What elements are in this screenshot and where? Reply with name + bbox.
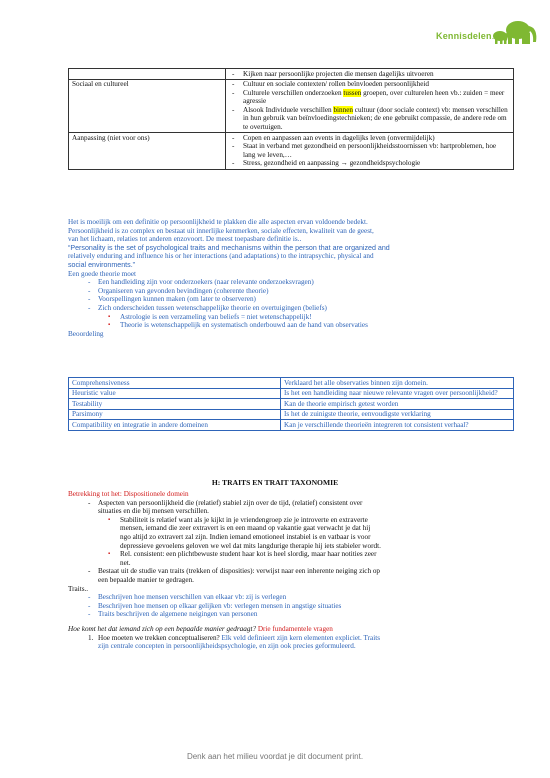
traits-section — [68, 490, 514, 651]
paragraph: mensen, iemand die zeer extravert is en een maand op vakantie gaat verwacht je dat hij — [120, 524, 371, 533]
table-cell: Verklaard het alle observaties binnen zijn domein. — [281, 378, 514, 389]
quote: social environments.” — [68, 260, 136, 269]
list-item: - Culturele verschillen onderzoeken tussen groepen, over culturelen heen vb.: zuiden = meer agressie — [229, 89, 510, 106]
section-heading: H: TRAITS EN TRAIT TAXONOMIE — [211, 478, 339, 487]
paragraph: Traits.. — [68, 584, 89, 593]
table-cell: Comprehensiveness — [69, 378, 281, 389]
table-row — [69, 388, 514, 399]
quote: “Personality is the set of psychological traits and mechanisms within the person that are organized and — [68, 243, 390, 252]
paragraph: Betrekking tot het: Dispositionele domein — [68, 490, 189, 498]
table-cell: Kan de theorie empirisch getest worden — [281, 399, 514, 410]
list-item: ▪ Rel. consistent: een plichtbewuste student haar kot is heel slordig, maar haar notities zeer — [68, 550, 514, 559]
list-item: - Staat in verband met gezondheid en persoonlijkheidsstoornissen vb: hartproblemen, hoe lang we leven,… — [229, 142, 510, 159]
paragraph: Beoordeling — [68, 329, 104, 338]
list-item: - Voorspellingen kunnen maken (om later te observeren) — [68, 295, 514, 304]
list-item: - Traits beschrijven de algemene neigingen van personen — [68, 610, 514, 619]
list-item: - Cultuur en sociale contexten/ rollen beïnvloeden persoonlijkheid — [229, 80, 510, 89]
highlight: tussen — [343, 88, 362, 97]
logo-wordmark: Kennisdelen.org — [436, 31, 509, 41]
list-item: - Een handleiding zijn voor onderzoekers (naar relevante onderzoeksvragen) — [68, 278, 514, 287]
list-item: - Kijken naar persoonlijke projecten die mensen dagelijks uitvoeren — [229, 70, 510, 79]
table-cell: Parsimony — [69, 409, 281, 420]
paragraph: situaties en die bij mensen verschillen. — [98, 507, 209, 516]
table-cell — [226, 79, 514, 133]
paragraph: Hoe komt het dat iemand zich op een bepaalde manier gedraagt? Drie fundamentele vragen — [68, 624, 333, 633]
footer-note: Denk aan het milieu voordat je dit document print. — [186, 752, 364, 761]
table-row — [69, 69, 514, 80]
table-row — [69, 79, 514, 133]
list-item: - Alsook Individuele verschillen binnen cultuur (door sociale context) vb: mensen verschillen in hun gebruik van beïnvloedingstechnieken; de ene gebruikt compassie, de andere rede om te overtuigen. — [229, 106, 510, 132]
table-cell: Kan je verschillende theorieën integreren tot consistent verhaal? — [281, 420, 514, 431]
numbered-item: 1. Hoe moeten we trekken conceptualiseren? Elk veld definieert zijn kern elementen expliciet. Traits — [88, 633, 381, 642]
paragraph: depressieve gevoelens geloven we wel dat mits langdurige therapie hij iets stabieler wordt. — [120, 541, 381, 550]
list-item: - Beschrijven hoe mensen op elkaar gelijken vb: verlegen mensen in angstige situaties — [68, 602, 514, 611]
list-item: - Bestaat uit de studie van traits (trekken of disposities): verwijst naar een inherente neiging zich op — [68, 567, 514, 576]
table-cell — [226, 133, 514, 169]
table-cell: Is het de zuinigste theorie, eenvoudigste verklaring — [281, 409, 514, 420]
paragraph: een bepaalde manier te gedragen. — [98, 575, 194, 584]
definition-section — [68, 218, 514, 338]
paragraph: Persoonlijkheid is zo complex en bestaat uit innerlijke kenmerken, sociale effecten, kwaliteit van de geest, — [68, 226, 374, 235]
table-cell — [69, 69, 226, 80]
paragraph: van het lichaam, relaties tot anderen enzovoort. De meest toepasbare definitie is.. — [68, 235, 302, 244]
list-item: - Organiseren van gevonden bevindingen (coherente theorie) — [68, 287, 514, 296]
table-cell: Heuristic value — [69, 388, 281, 399]
table-cell: Aanpassing (niet voor ons) — [69, 133, 226, 169]
list-item: - Aspecten van persoonlijkheid die (relatief) stabiel zijn over de tijd, (relatief) consistent over — [68, 499, 514, 508]
table-row — [69, 378, 514, 389]
table-row — [69, 399, 514, 410]
table-row — [69, 409, 514, 420]
list-item: ▪ Stabiliteit is relatief want als je kijkt in je vriendengroep zie je introverte en extraverte — [68, 516, 514, 525]
quote: relatively enduring and influence his or her interactions (and adaptations) to the intrapsychic, physical and — [68, 252, 374, 261]
list-item: ▪ Astrologie is een verzameling van beliefs = niet wetenschappelijk! — [68, 313, 514, 322]
table-cell: Sociaal en cultureel — [69, 79, 226, 133]
list-item: - Zich onderscheiden tussen wetenschappelijke theorie en overtuigingen (beliefs) — [68, 304, 514, 313]
paragraph: Het is moeilijk om een definitie op persoonlijkheid te plakken die alle aspecten ervan voldoende bedekt. — [68, 218, 368, 226]
highlight: binnen — [333, 105, 353, 114]
domain-table — [68, 68, 514, 170]
list-item: ▪ Theorie is wetenschappelijk en systematisch onderbouwd aan de hand van observaties — [68, 321, 514, 330]
list-item: - Copen en aanpassen aan events in dagelijks leven (onvermijdelijk) — [229, 134, 510, 143]
paragraph: ngo altijd zo extravert zal zijn. Indien iemand emotioneel instabiel is en vatbaar is voor — [120, 532, 371, 541]
paragraph: zijn centrale concepten in persoonlijkheidspsychologie, en zijn ook precies geformuleerd. — [98, 642, 356, 651]
list-item: - Stress, gezondheid en aanpassing → gezondheidspsychologie — [229, 159, 510, 168]
table-cell: Testability — [69, 399, 281, 410]
paragraph: Een goede theorie moet — [68, 269, 137, 278]
table-row — [69, 133, 514, 169]
table-cell: Is het een handleiding naar nieuwe relevante vragen over persoonlijkheid? — [281, 388, 514, 399]
table-cell — [226, 69, 514, 80]
evaluation-table — [68, 377, 514, 431]
list-item: - Beschrijven hoe mensen verschillen van elkaar vb: zij is verlegen — [68, 593, 514, 602]
table-row — [69, 420, 514, 431]
paragraph: net. — [120, 558, 131, 567]
table-cell: Compatibility en integratie in andere domeinen — [69, 420, 281, 431]
